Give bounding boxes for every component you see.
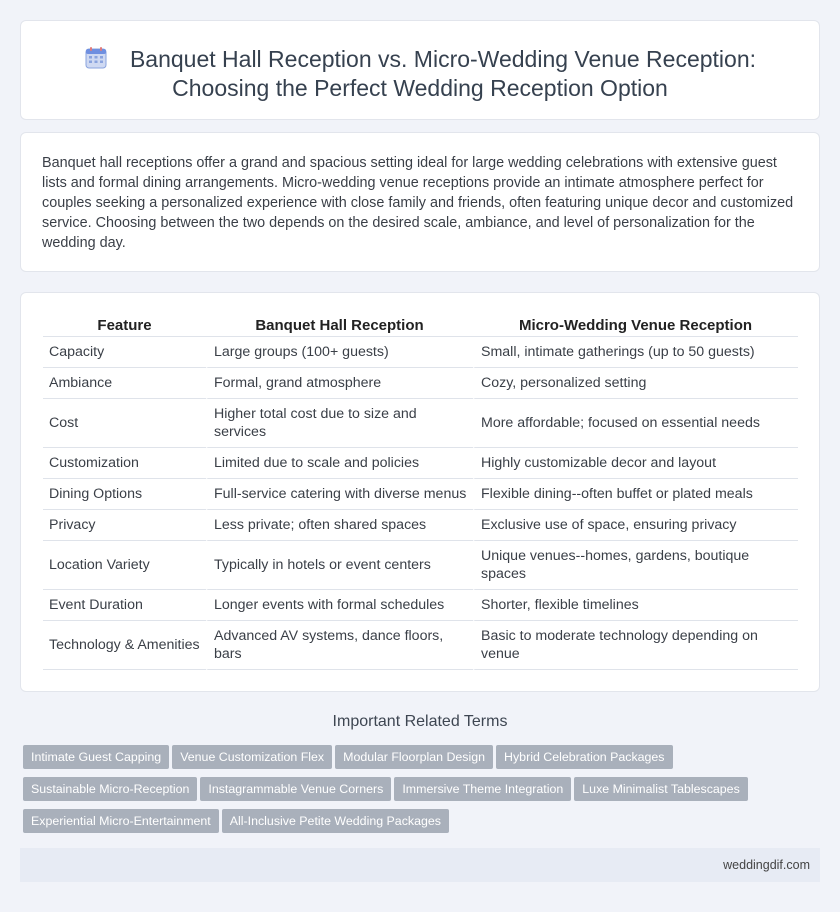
table-row	[43, 368, 798, 399]
table-cell: Capacity	[43, 337, 206, 368]
table-cell: Highly customizable decor and layout	[473, 448, 798, 479]
table-cell: Typically in hotels or event centers	[206, 541, 473, 590]
table-row	[43, 479, 798, 510]
header-micro-wedding: Micro-Wedding Venue Reception	[473, 311, 798, 337]
table-row	[43, 510, 798, 541]
table-cell: Customization	[43, 448, 206, 479]
table-cell: More affordable; focused on essential needs	[473, 399, 798, 448]
table-cell: Flexible dining--often buffet or plated meals	[473, 479, 798, 510]
footer	[20, 848, 820, 882]
table-cell: Small, intimate gatherings (up to 50 guests)	[473, 337, 798, 368]
table-cell: Technology & Amenities	[43, 621, 206, 670]
header-banquet-hall: Banquet Hall Reception	[206, 311, 473, 337]
table-cell: Unique venues--homes, gardens, boutique spaces	[473, 541, 798, 590]
term-tag[interactable]: Luxe Minimalist Tablescapes	[574, 777, 747, 801]
table-cell: Basic to moderate technology depending on venue	[473, 621, 798, 670]
table-cell: Cost	[43, 399, 206, 448]
term-tag[interactable]: Hybrid Celebration Packages	[496, 745, 672, 769]
table-cell: Shorter, flexible timelines	[473, 590, 798, 621]
table-cell: Less private; often shared spaces	[206, 510, 473, 541]
table-cell: Event Duration	[43, 590, 206, 621]
term-tag[interactable]: Experiential Micro-Entertainment	[23, 809, 219, 833]
footer-site-link[interactable]: weddingdif.com	[723, 858, 810, 872]
table-cell: Cozy, personalized setting	[473, 368, 798, 399]
intro-text: Banquet hall receptions offer a grand and spacious setting ideal for large wedding celebrations with extensive guest lists and formal dining arrangements. Micro-wedding venue receptions provide an intimate atmosphere perfect for couples seeking a personalized experience with close family and friends, often featuring unique decor and customized service. Choosing between the two depends on the desired scale, ambiance, and level of personalization for the wedding day.	[42, 155, 794, 251]
comparison-card	[20, 292, 820, 692]
table-header-row	[43, 311, 798, 337]
header-card	[20, 20, 820, 120]
header-feature: Feature	[43, 311, 206, 337]
comparison-table	[43, 311, 798, 670]
term-tag[interactable]: Venue Customization Flex	[172, 745, 332, 769]
page-title	[21, 45, 819, 103]
title-line-2: Choosing the Perfect Wedding Reception Option	[172, 75, 668, 101]
term-tag[interactable]: Instagrammable Venue Corners	[200, 777, 391, 801]
term-tag[interactable]: All-Inclusive Petite Wedding Packages	[222, 809, 449, 833]
term-tag[interactable]: Intimate Guest Capping	[23, 745, 169, 769]
table-cell: Exclusive use of space, ensuring privacy	[473, 510, 798, 541]
table-cell: Privacy	[43, 510, 206, 541]
table-row	[43, 541, 798, 590]
table-cell: Ambiance	[43, 368, 206, 399]
intro-card	[20, 132, 820, 272]
table-cell: Limited due to scale and policies	[206, 448, 473, 479]
table-cell: Formal, grand atmosphere	[206, 368, 473, 399]
title-line-1: Banquet Hall Reception vs. Micro-Wedding Venue Reception:	[129, 46, 757, 72]
table-row	[43, 399, 798, 448]
table-cell: Location Variety	[43, 541, 206, 590]
table-cell: Longer events with formal schedules	[206, 590, 473, 621]
table-row	[43, 590, 798, 621]
term-tag[interactable]: Sustainable Micro-Reception	[23, 777, 197, 801]
table-cell: Full-service catering with diverse menus	[206, 479, 473, 510]
table-row	[43, 448, 798, 479]
table-cell: Large groups (100+ guests)	[206, 337, 473, 368]
table-cell: Higher total cost due to size and services	[206, 399, 473, 448]
related-terms-title: Important Related Terms	[332, 713, 508, 730]
table-cell: Advanced AV systems, dance floors, bars	[206, 621, 473, 670]
table-row	[43, 337, 798, 368]
calendar-icon	[84, 46, 108, 70]
table-row	[43, 621, 798, 670]
term-tag[interactable]: Immersive Theme Integration	[394, 777, 571, 801]
term-tag[interactable]: Modular Floorplan Design	[335, 745, 493, 769]
table-cell: Dining Options	[43, 479, 206, 510]
related-terms-list	[23, 745, 823, 841]
